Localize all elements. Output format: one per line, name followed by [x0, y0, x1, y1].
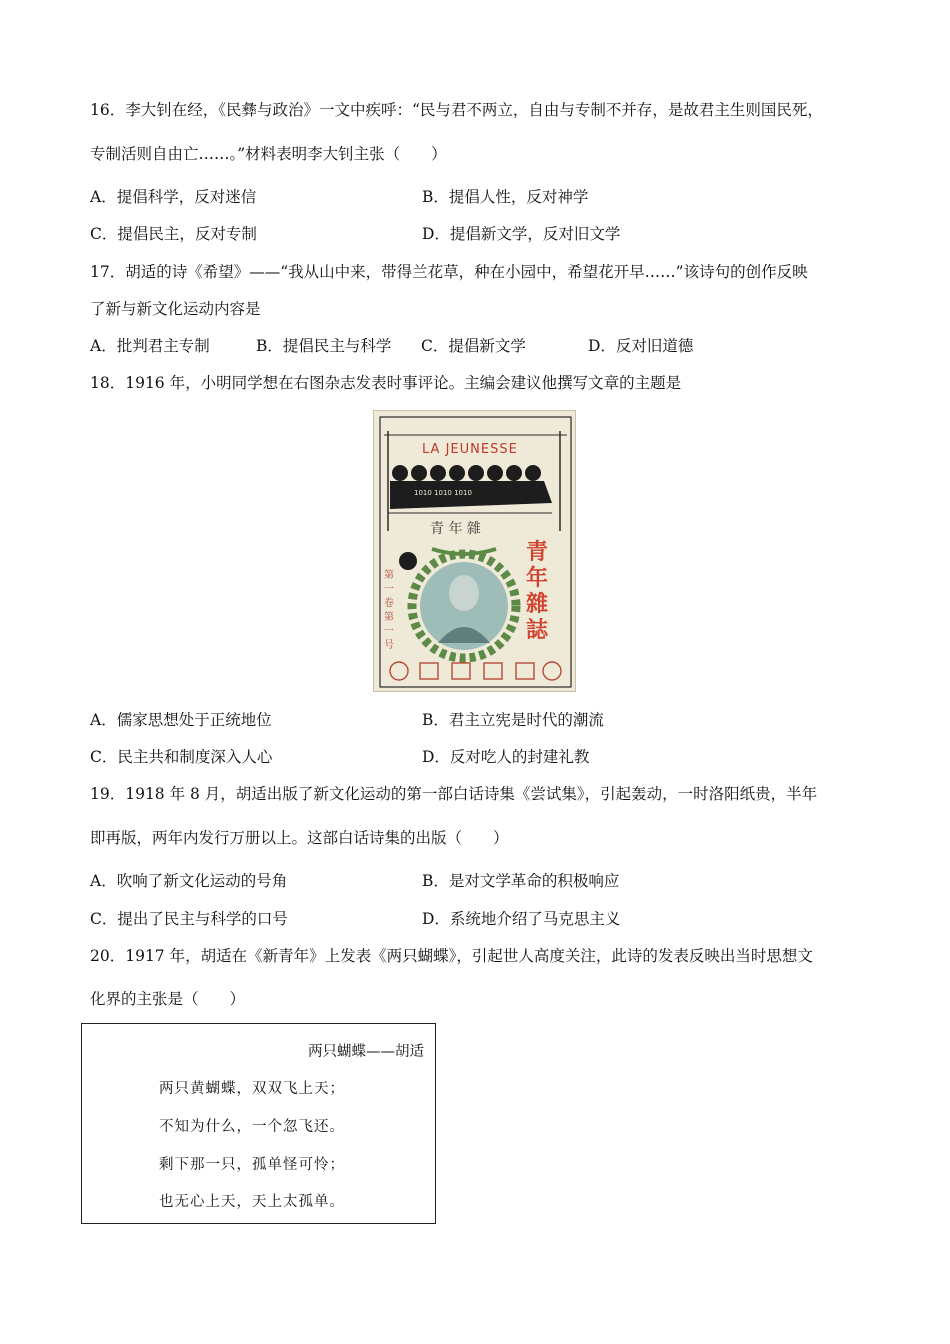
q17-option-b: B．提倡民主与科学 — [256, 337, 392, 355]
poem-title: 两只蝴蝶——胡适 — [308, 1044, 424, 1060]
cover-volume-label: 第一卷 第一号 — [384, 570, 394, 651]
q16-option-a: A．提倡科学，反对迷信 — [90, 188, 257, 206]
q19-option-b: B．是对文学革命的积极响应 — [422, 872, 620, 890]
q17-stem-line2: 了新与新文化运动内容是 — [90, 300, 261, 318]
q16-stem-line2: 专制活则自由亡……。”材料表明李大钊主张（ ） — [90, 145, 447, 163]
q17-option-c: C．提倡新文学 — [421, 337, 526, 355]
q19-stem-line1: 19．1918 年 8 月，胡适出版了新文化运动的第一部白话诗集《尝试集》，引起轰动，一时洛阳纸贵，半年 — [90, 785, 818, 803]
q17-option-a: A．批判君主专制 — [90, 337, 210, 355]
cover-title-chinese: 青年雜誌 — [525, 539, 548, 643]
q16-option-c: C．提倡民主，反对专制 — [90, 225, 257, 243]
q19-option-d: D．系统地介绍了马克思主义 — [422, 910, 621, 928]
q19-option-c: C．提出了民主与科学的口号 — [90, 910, 288, 928]
q19-option-a: A．吹响了新文化运动的号角 — [90, 872, 288, 890]
poem-line: 不知为什么，一个忽飞还。 — [159, 1119, 345, 1135]
q20-stem-line2: 化界的主张是（ ） — [90, 990, 246, 1008]
q17-stem-line1: 17．胡适的诗《希望》——“我从山中来，带得兰花草，种在小园中，希望花开早……”该诗句的创作反映 — [90, 263, 808, 281]
q18-option-d: D．反对吃人的封建礼教 — [422, 748, 590, 766]
q18-option-b: B．君主立宪是时代的潮流 — [422, 711, 604, 729]
magazine-cover-image — [373, 410, 576, 692]
q17-option-d: D．反对旧道德 — [588, 337, 694, 355]
q16-option-d: D．提倡新文学，反对旧文学 — [422, 225, 621, 243]
svg-text:青 年 雜: 青 年 雜 — [430, 521, 481, 537]
poem-line: 两只黄蝴蝶，双双飞上天； — [159, 1081, 345, 1097]
q18-option-c: C．民主共和制度深入人心 — [90, 748, 273, 766]
poem-box — [81, 1023, 436, 1224]
q16-stem-line1: 16．李大钊在经，《民彝与政治》一文中疾呼：“民与君不两立，自由与专制不并存，是故君主生则国民死， — [90, 101, 823, 119]
cover-title-english: LA JEUNESSE — [422, 442, 518, 457]
q16-option-b: B．提倡人性，反对神学 — [422, 188, 589, 206]
q18-option-a: A．儒家思想处于正统地位 — [90, 711, 272, 729]
poem-line: 也无心上天，天上太孤单。 — [159, 1194, 345, 1210]
q18-stem-line1: 18．1916 年，小明同学想在右图杂志发表时事评论。主编会建议他撰写文章的主题是 — [90, 374, 682, 392]
q20-stem-line1: 20．1917 年，胡适在《新青年》上发表《两只蝴蝶》，引起世人高度关注，此诗的发表反映出当时思想文 — [90, 947, 813, 965]
q19-stem-line2: 即再版，两年内发行万册以上。这部白话诗集的出版（ ） — [90, 829, 509, 847]
svg-text:1010 1010 1010: 1010 1010 1010 — [414, 489, 472, 497]
poem-line: 剩下那一只，孤单怪可怜； — [159, 1157, 345, 1173]
